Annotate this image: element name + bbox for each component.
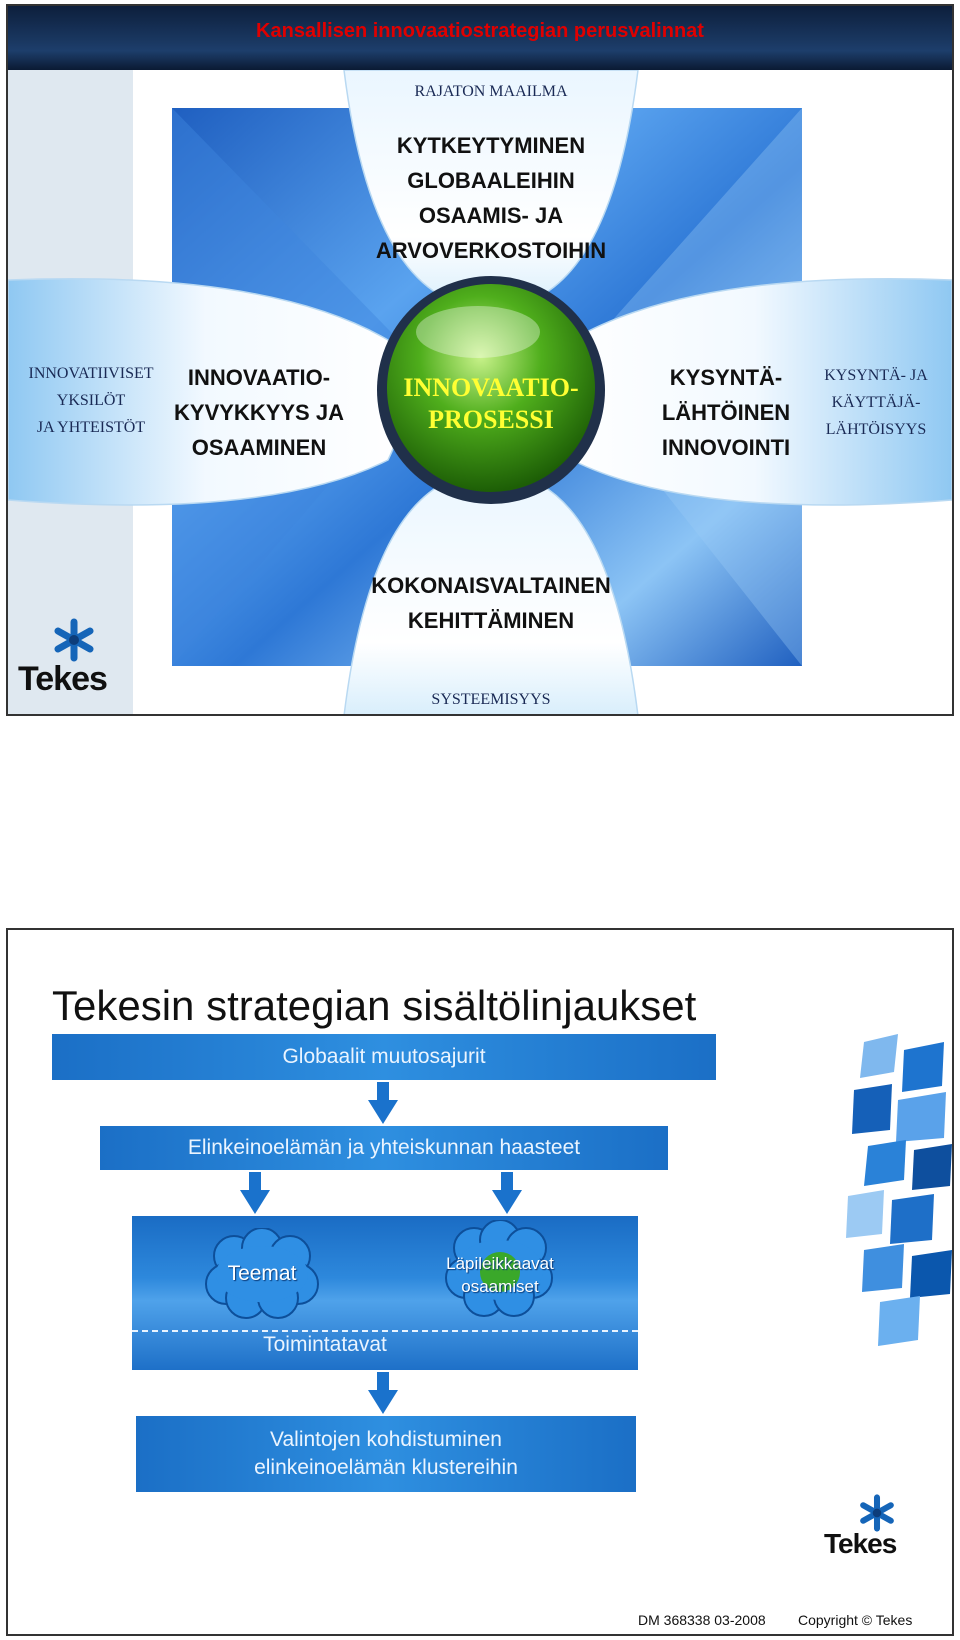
right-petal-label <box>802 362 950 443</box>
top-line: ARVOVERKOSTOIHIN <box>375 238 607 263</box>
cloud-label-line: osaamiset <box>461 1277 539 1296</box>
right-label-line: LÄHTÖISYYS <box>825 421 927 438</box>
cloud-competences-label <box>420 1252 580 1298</box>
clusters-bar <box>136 1416 636 1492</box>
left-petal-label <box>12 360 170 441</box>
decorative-tiles-graphic <box>834 1030 952 1370</box>
top-petal-label: RAJATON MAAILMA <box>414 83 568 100</box>
slide-title: Kansallisen innovaatiostrategian perusvalinnat <box>256 20 704 42</box>
bottom-petal-label: SYSTEEMISYYS <box>431 691 551 708</box>
right-label-line: KYSYNTÄ- JA <box>824 367 928 384</box>
arrow-down-icon <box>492 1172 522 1214</box>
arrow-down-icon <box>240 1172 270 1214</box>
right-line: KYSYNTÄ- <box>669 365 783 390</box>
cloud-themes-label: Teemat <box>227 1262 297 1285</box>
right-line: LÄHTÖINEN <box>661 400 791 425</box>
center-process-text <box>382 372 600 436</box>
right-label-line: KÄYTTÄJÄ- <box>831 394 921 411</box>
slide-title: Tekesin strategian sisältölinjaukset <box>52 982 697 1029</box>
right-petal-text <box>636 360 816 465</box>
clusters-line: Valintojen kohdistuminen <box>270 1428 502 1451</box>
footer-document-id: DM 368338 03-2008 <box>638 1612 766 1628</box>
top-line: OSAAMIS- JA <box>418 203 564 228</box>
arrow-down-icon <box>368 1372 398 1414</box>
slide-content-guidelines <box>6 928 954 1636</box>
slide-innovation-strategy <box>6 4 954 716</box>
center-line: INNOVAATIO- <box>403 373 579 402</box>
bottom-line: KEHITTÄMINEN <box>407 608 575 633</box>
arrow-down-icon <box>368 1082 398 1124</box>
left-line: INNOVAATIO- <box>187 365 331 390</box>
tekes-star-icon <box>858 1494 896 1532</box>
tekes-logo-text: Tekes <box>18 660 107 698</box>
top-line: KYTKEYTYMINEN <box>396 133 586 158</box>
left-line: OSAAMINEN <box>191 435 327 460</box>
left-label-line: YKSILÖT <box>56 392 126 409</box>
left-label-line: JA YHTEISTÖT <box>36 419 146 436</box>
top-petal-text <box>338 128 644 268</box>
center-line: PROSESSI <box>428 405 554 434</box>
cloud-label-line: Läpileikkaavat <box>446 1254 554 1273</box>
challenges-bar: Elinkeinoelämän ja yhteiskunnan haasteet <box>100 1126 668 1170</box>
tekes-star-icon <box>52 618 96 662</box>
footer-copyright: Copyright © Tekes <box>798 1612 913 1628</box>
operating-modes-label: Toimintatavat <box>263 1333 387 1356</box>
right-line: INNOVOINTI <box>661 435 791 460</box>
global-drivers-bar: Globaalit muutosajurit <box>52 1034 716 1080</box>
tekes-logo-text: Tekes <box>824 1528 897 1559</box>
top-line: GLOBAALEIHIN <box>407 168 575 193</box>
left-petal-text <box>164 360 354 465</box>
left-label-line: INNOVATIIVISET <box>28 365 154 382</box>
left-line: KYVYKKYYS JA <box>174 400 344 425</box>
bottom-petal-text <box>338 568 644 638</box>
clusters-line: elinkeinoelämän klustereihin <box>254 1456 518 1479</box>
bottom-line: KOKONAISVALTAINEN <box>371 573 611 598</box>
